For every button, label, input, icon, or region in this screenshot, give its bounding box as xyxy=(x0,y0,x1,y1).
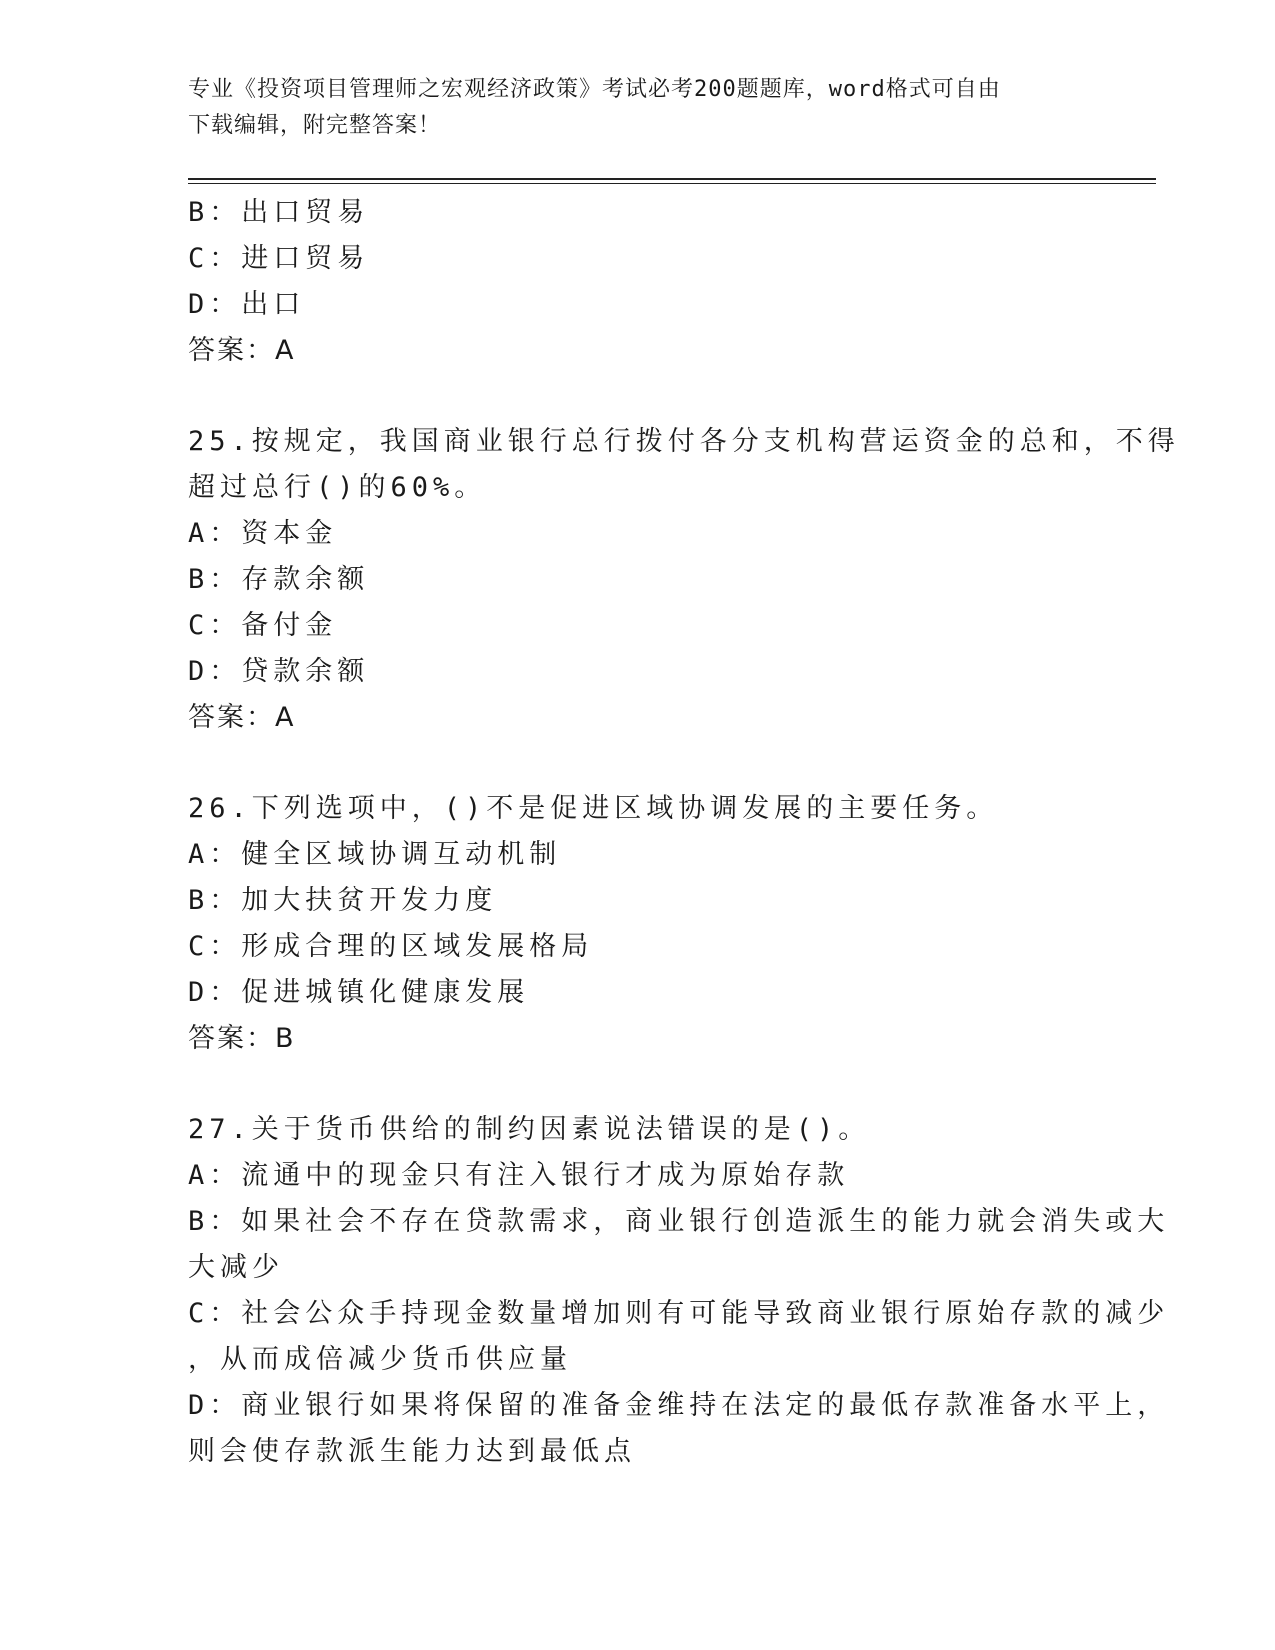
answer-line: 答案：A xyxy=(188,335,296,366)
option-c: C：形成合理的区域发展格局 xyxy=(188,931,594,962)
question-26 xyxy=(188,786,1088,1062)
option-b-continued: 大减少 xyxy=(188,1252,284,1283)
option-c-continued: ，从而成倍减少货币供应量 xyxy=(188,1344,572,1375)
option-b: B：出口贸易 xyxy=(188,197,370,228)
option-c: C：备付金 xyxy=(188,610,338,641)
option-a: A：流通中的现金只有注入银行才成为原始存款 xyxy=(188,1160,850,1191)
option-b: B：加大扶贫开发力度 xyxy=(188,885,498,916)
question-24-tail xyxy=(188,190,1088,374)
option-b: B：存款余额 xyxy=(188,564,370,595)
question-27 xyxy=(188,1107,1170,1475)
option-d: D：出口 xyxy=(188,289,306,320)
option-d: D：贷款余额 xyxy=(188,656,370,687)
option-a: A：健全区域协调互动机制 xyxy=(188,839,562,870)
question-stem: 25.按规定，我国商业银行总行拨付各分支机构营运资金的总和，不得 xyxy=(188,426,1180,457)
option-c: C：进口贸易 xyxy=(188,243,370,274)
option-d: D：商业银行如果将保留的准备金维持在法定的最低存款准备水平上， xyxy=(188,1390,1170,1421)
option-d-continued: 则会使存款派生能力达到最低点 xyxy=(188,1436,636,1467)
header-line-1: 专业《投资项目管理师之宏观经济政策》考试必考200题题库，word格式可自由 xyxy=(188,77,1001,102)
document-header xyxy=(188,72,1088,144)
question-stem: 超过总行()的60%。 xyxy=(188,472,487,503)
question-list xyxy=(188,190,1180,1475)
question-stem: 26.下列选项中，()不是促进区域协调发展的主要任务。 xyxy=(188,793,999,824)
option-c: C：社会公众手持现金数量增加则有可能导致商业银行原始存款的减少 xyxy=(188,1298,1170,1329)
header-line-2: 下载编辑，附完整答案！ xyxy=(188,113,442,138)
answer-line: 答案：B xyxy=(188,1023,296,1054)
option-b: B：如果社会不存在贷款需求，商业银行创造派生的能力就会消失或大 xyxy=(188,1206,1170,1237)
question-stem: 27.关于货币供给的制约因素说法错误的是()。 xyxy=(188,1114,871,1145)
answer-line: 答案：A xyxy=(188,702,296,733)
option-a: A：资本金 xyxy=(188,518,338,549)
header-divider xyxy=(188,178,1156,184)
question-25 xyxy=(188,419,1180,741)
option-d: D：促进城镇化健康发展 xyxy=(188,977,530,1008)
